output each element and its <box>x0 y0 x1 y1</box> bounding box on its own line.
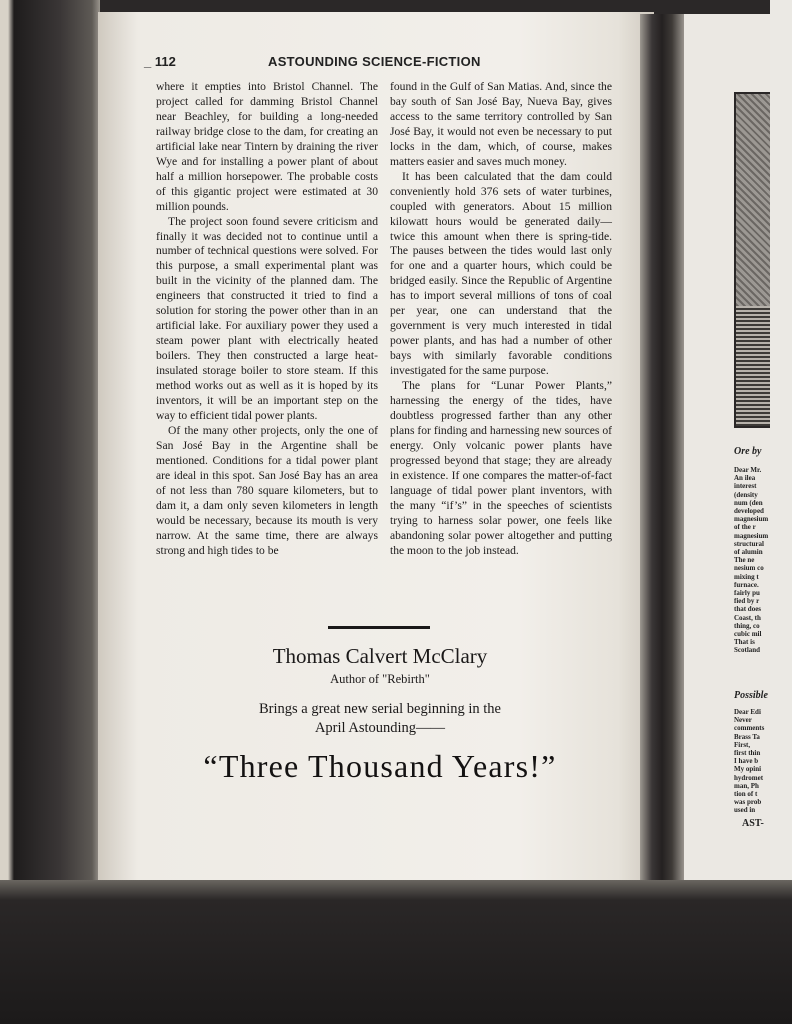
ad-announcement <box>130 700 630 738</box>
letter-line: My opini <box>734 765 762 774</box>
paragraph: The project soon found severe criticism and finally it was decided not to continue until a number of technical questions were solved. For this purpose, a small experimental plant was built in the vicinity of the planned dam. The engineers that constructed it tried to find a solution for storing the power other than in an artificial lake. For auxiliary power they used a steam power plant with electrically heated boilers. They then constructed a large heat-insulated storage boiler to store steam. If this method works out as well as it is hoped by its inventors, it will be an important step on the way to efficient tidal power plants. <box>156 214 378 422</box>
letter-line: Dear Mr. <box>734 466 762 474</box>
letter-line: An ilea <box>734 474 756 483</box>
letter-line: of alumin <box>734 548 763 557</box>
letter-line: The ne <box>734 556 755 565</box>
letter-line: first thin <box>734 749 761 758</box>
ad-announcement-line2: April Astounding—— <box>314 720 446 736</box>
page-number: _ 112 <box>144 54 176 69</box>
book-gutter-shadow <box>640 14 686 886</box>
scan-margin-right <box>770 0 792 1024</box>
article-column-right <box>390 80 612 559</box>
paragraph: found in the Gulf of San Matias. And, since the bay south of San José Bay, Nueva Bay, gives access to the same territory controlled by San José Bay, it would not even be necessary to put locks in the dam, which, of course, makes matters easier and saves much money. <box>390 80 612 168</box>
adjacent-page-fragment <box>684 14 772 886</box>
letter-heading-possible: Possible <box>734 690 768 701</box>
next-page-footer: AST- <box>742 818 764 829</box>
letter-line: mixing t <box>734 572 759 581</box>
paragraph: It has been calculated that the dam could conveniently hold 376 sets of water turbines, coupled with generators. About 15 million kilowatt hours would be generated daily—twice this amount when there is spring-tide. The pauses between the tides would last only for one and a quarter hours, which could be bridged easily. Since the Republic of Argentine has to import several millions of tons of coal per year, one can understand that the government is very much interested in tidal power plants, and has had a number of other bays with similarly favorable conditions investigated for the same purpose. <box>390 169 612 378</box>
letter-line: that does <box>734 605 762 614</box>
letter-line: cubic mil <box>734 630 762 639</box>
letter-line: interest <box>734 482 757 491</box>
illustration-fragment <box>734 92 772 428</box>
paragraph: The plans for “Lunar Power Plants,” harnessing the energy of the tides, have doubtless progressed farther than any other plans for finding and harnessing new sources of energy. Only volcanic power plants have progressed beyond that stage; they are already in existence. If one compares the matter-of-fact language of tidal power plant inventors, with the many “if’s” in the speeches of scientists trying to harness solar power, one feels like abandoning solar power altogether and putting the moon to the job instead. <box>390 379 612 557</box>
letter-line: hydromet <box>734 773 764 782</box>
letter-line: I have b <box>734 757 759 766</box>
ad-author-credit: Author of "Rebirth" <box>330 672 430 686</box>
letter-line: comments <box>734 724 765 733</box>
letter-line: used in <box>734 806 756 815</box>
letter-line: tion of t <box>734 790 758 799</box>
letter-line: Dear Edi <box>734 708 761 716</box>
letter-line: thing, co <box>734 621 760 630</box>
letter-line: man, Ph <box>734 781 759 790</box>
letter-line: furnace. <box>734 580 759 589</box>
running-title: ASTOUNDING SCIENCE-FICTION <box>268 54 481 69</box>
letter-line: fied by r <box>734 597 760 606</box>
letter-line: Never <box>734 716 752 725</box>
letter-line: of the r <box>734 523 756 532</box>
letter-line: num (den <box>734 498 763 507</box>
paragraph: where it empties into Bristol Channel. The project called for damming Bristol Channel near Beachley, for building a long-needed railway bridge close to the dam, for creating an artificial lake near Tintern by draining the river Wye and for installing a power plant of about half a million horsepower. The probable costs of this gigantic project were estimated at 30 million pounds. <box>156 80 378 213</box>
letter-line: fairly pu <box>734 589 760 598</box>
letter-line: magnesium <box>734 515 769 524</box>
letter-line: Scotland <box>734 646 761 655</box>
letter-text-possible <box>734 708 772 815</box>
paragraph: Of the many other projects, only the one of San José Bay in the Argentine shall be mentioned. Conditions for a tidal power plant are ideal in this spot. San José Bay has an area of not less than 780 square kilometers, but to dam it, a dam only seven kilometers in length would be necessary, because its mouth is very narrow. At the same time, there are always strong and high tides to be <box>156 423 378 557</box>
ad-announcement-line1: Brings a great new serial beginning in the <box>258 701 501 717</box>
scan-shadow-left <box>0 0 100 1024</box>
letter-line: Brass Ta <box>734 732 760 741</box>
ad-author-name: Thomas Calvert McClary <box>272 644 488 668</box>
separator-rule <box>328 626 430 629</box>
ad-serial-title: “Three Thousand Years!” <box>203 748 557 784</box>
letter-line: Coast, th <box>734 613 761 622</box>
article-column-left <box>156 80 378 559</box>
letter-line: First, <box>734 740 751 749</box>
letter-line: (density <box>734 490 758 499</box>
letter-line: nesium co <box>734 564 764 573</box>
letter-line: structural <box>734 539 764 548</box>
scan-shadow-bottom <box>0 880 792 1024</box>
letter-line: was prob <box>734 798 762 807</box>
page-header <box>140 54 610 72</box>
letter-heading-ore: Ore by <box>734 446 762 457</box>
letter-line: That is <box>734 638 755 647</box>
letter-line: magnesium <box>734 531 769 540</box>
letter-text-ore <box>734 466 772 655</box>
letter-line: developed <box>734 507 764 516</box>
